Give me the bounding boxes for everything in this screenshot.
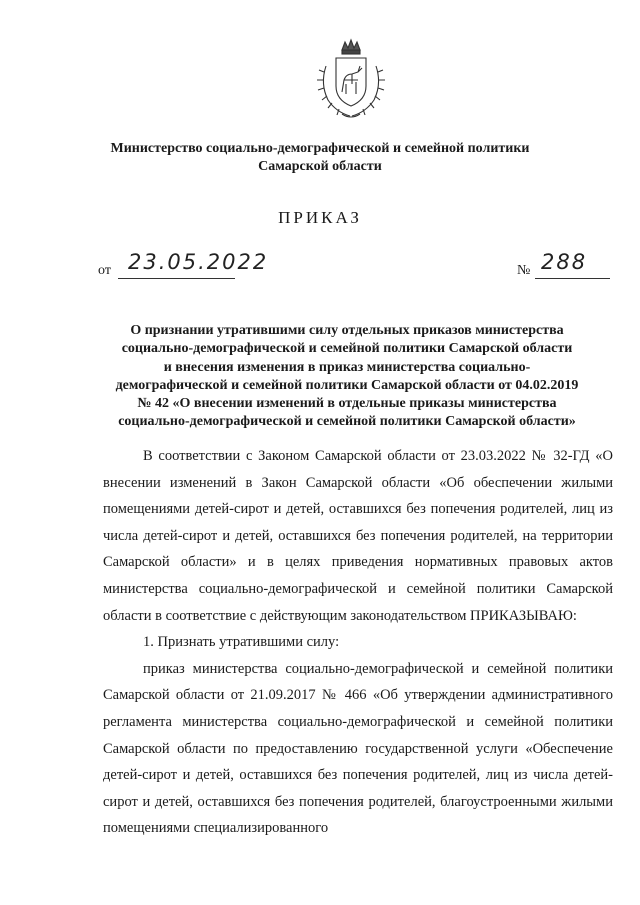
date-underline [118, 278, 235, 279]
ministry-name-line-1: Министерство социально-демографической и семейной политики [110, 141, 530, 156]
order-number [517, 250, 612, 278]
handwritten-number: 288 [541, 250, 588, 274]
ministry-name-line-2: Самарской области [258, 159, 382, 174]
clause-1-heading: 1. Признать утратившими силу: [143, 634, 340, 651]
subject-line: социально-демографической и семейной политики Самарской области» [118, 414, 576, 430]
number-prefix: № [517, 263, 531, 278]
subject-line: и внесения изменения в приказ министерства социально- [163, 359, 531, 375]
preamble-paragraph: В соответствии с Законом Самарской области от 23.03.2022 № 32-ГД «О внесении изменений в Закон Самарской области «Об обеспечении жилыми помещениями детей-сирот и детей, оставшихся без попечения родителей, лиц из числа детей-сирот и детей, оставшихся без попечения родителей, на территории Самарской области» и в целях приведения нормативных правовых актов министерства социально-демографической и семейной политики Самарской области в соответствие с действующим законодательством ПРИКАЗЫВАЮ: [103, 448, 613, 624]
subject-line: демографической и семейной политики Самарской области от 04.02.2019 [115, 377, 579, 393]
date-prefix: от [98, 263, 111, 278]
subject-line: социально-демографической и семейной политики Самарской области [121, 341, 573, 357]
clause-1-text: приказ министерства социально-демографической и семейной политики Самарской области от 21.09.2017 № 466 «Об утверждении административного регламента министерства социально-демографической и семейной политики Самарской области по предоставлению государственной услуги «Обеспечение детей-сирот и детей, оставшихся без попечения родителей, лиц из числа детей-сирот и детей, оставшихся без попечения родителей, благоустроенными жилыми помещениями специализированного [103, 660, 613, 837]
coat-of-arms-emblem [312, 36, 390, 122]
number-underline [535, 278, 610, 279]
order-date [98, 250, 269, 278]
order-subject [92, 322, 602, 432]
handwritten-date: 23.05.2022 [128, 250, 269, 274]
subject-line: № 42 «О внесении изменений в отдельные приказы министерства [137, 396, 557, 412]
ministry-name [60, 140, 580, 176]
order-body [103, 443, 613, 842]
subject-line: О признании утратившими силу отдельных приказов министерства [130, 323, 564, 338]
document-type-title: ПРИКАЗ [278, 208, 362, 227]
